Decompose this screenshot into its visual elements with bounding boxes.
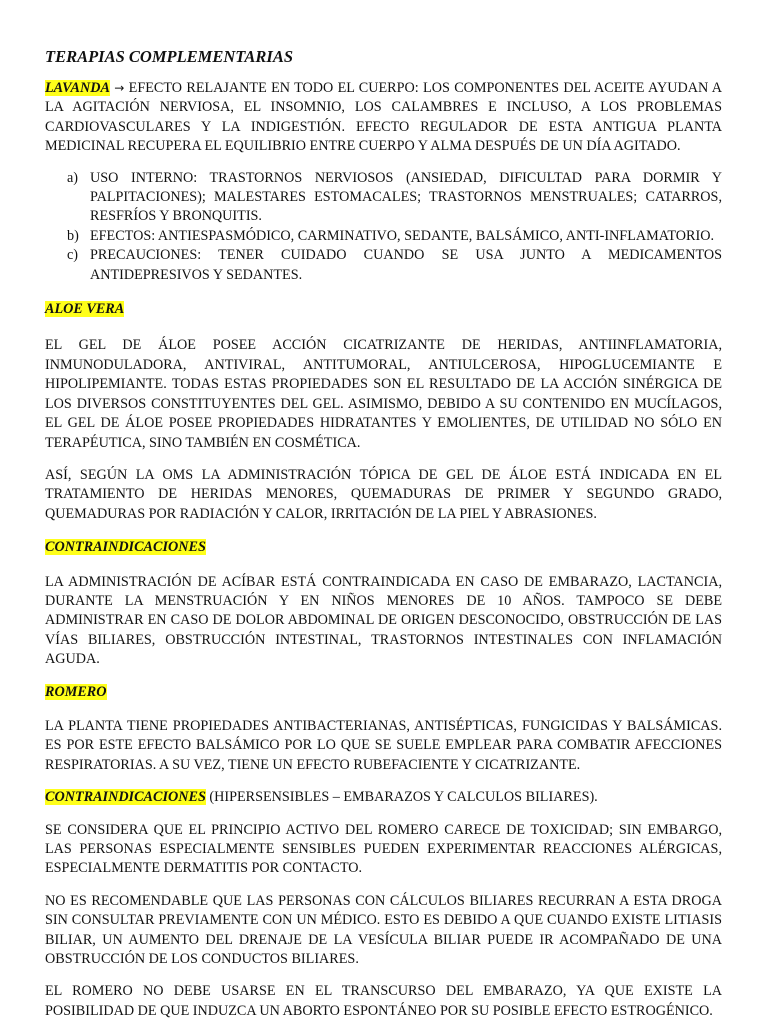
- romero-paragraph-2: SE CONSIDERA QUE EL PRINCIPIO ACTIVO DEL ROMERO CARECE DE TOXICIDAD; SIN EMBARGO, LAS PERSONAS ESPECIALMENTE SENSIBLES PUEDEN EXPERIMENTAR REACCIONES ALÉRGICAS, ESPECIALMENTE DERMATITIS POR CONTACTO.: [45, 821, 722, 877]
- list-marker: a): [67, 169, 79, 186]
- lavanda-heading: LAVANDA: [45, 80, 110, 96]
- arrow-icon: →: [114, 81, 125, 95]
- aloe-heading-line: [45, 300, 722, 319]
- romero-contra-line: [45, 788, 722, 807]
- romero-heading: ROMERO: [45, 683, 107, 700]
- romero-paragraph-4: EL ROMERO NO DEBE USARSE EN EL TRANSCURSO DEL EMBARAZO, YA QUE EXISTE LA POSIBILIDAD DE QUE INDUZCA UN ABORTO ESPONTÁNEO POR SU POSIBLE EFECTO ESTROGÉNICO.: [45, 983, 722, 1019]
- page-title: TERAPIAS COMPLEMENTARIAS: [45, 47, 294, 66]
- romero-contra-suffix: (HIPERSENSIBLES – EMBARAZOS Y CALCULOS BILIARES).: [205, 789, 598, 806]
- document-page: [45, 47, 722, 1021]
- aloe-heading: ALOE VERA: [45, 301, 125, 318]
- list-item-text: EFECTOS: ANTIESPASMÓDICO, CARMINATIVO, SEDANTE, BALSÁMICO, ANTI-INFLAMATORIO.: [90, 227, 715, 244]
- aloe-paragraph-1: EL GEL DE ÁLOE POSEE ACCIÓN CICATRIZANTE DE HERIDAS, ANTIINFLAMATORIA, INMUNODULADORA, ANTIVIRAL, ANTITUMORAL, ANTIULCEROSA, HIPOGLUCEMIANTE E HIPOLIPEMIANTE. TODAS ESTAS PROPIEDADES SON EL RESULTADO DE LA ACCIÓN SINÉRGICA DE LOS DIVERSOS CONSTITUYENTES DEL GEL. ASIMISMO, DEBIDO A SU CONTENIDO EN MUCÍLAGOS, EL GEL DE ÁLOE POSEE PROPIEDADES HIDRATANTES Y EMOLIENTES, DE UTILIDAD NO SÓLO EN TERAPÉUTICA, SINO TAMBIÉN EN COSMÉTICA.: [45, 337, 722, 451]
- list-item: [45, 246, 722, 285]
- romero-contra-heading: CONTRAINDICACIONES: [45, 789, 206, 806]
- list-item: [45, 169, 722, 227]
- romero-paragraph-3: NO ES RECOMENDABLE QUE LAS PERSONAS CON CÁLCULOS BILIARES RECURRAN A ESTA DROGA SIN CONSULTAR PREVIAMENTE CON UN MÉDICO. ESTO ES DEBIDO A QUE CUANDO EXISTE LITIASIS BILIAR, UN AUMENTO DEL DRENAJE DE LA VESÍCULA BILIAR PUEDE IR ACOMPAÑADO DE UNA OBSTRUCCIÓN DE LOS CONDUCTOS BILIARES.: [45, 892, 722, 968]
- list-item-text: PRECAUCIONES: TENER CUIDADO CUANDO SE USA JUNTO A MEDICAMENTOS ANTIDEPRESIVOS Y SEDANTES.: [90, 247, 722, 283]
- romero-heading-line: [45, 683, 722, 702]
- list-marker: c): [67, 247, 79, 264]
- romero-paragraph-1: LA PLANTA TIENE PROPIEDADES ANTIBACTERIANAS, ANTISÉPTICAS, FUNGICIDAS Y BALSÁMICAS. ES POR ESTE EFECTO BALSÁMICO POR LO QUE SE SUELE EMPLEAR PARA COMBATIR AFECCIONES RESPIRATORIAS. A SU VEZ, TIENE UN EFECTO RUBEFACIENTE Y CICATRIZANTE.: [45, 717, 722, 773]
- lavanda-list: [45, 169, 722, 285]
- list-item: [45, 227, 722, 246]
- aloe-contra-heading: CONTRAINDICACIONES: [45, 539, 206, 556]
- list-marker: b): [67, 227, 79, 244]
- aloe-contra-heading-line: [45, 538, 722, 557]
- lavanda-text: EFECTO RELAJANTE EN TODO EL CUERPO: LOS COMPONENTES DEL ACEITE AYUDAN A LA AGITACIÓN NERVIOSA, EL INSOMNIO, LOS CALAMBRES E INCLUSO, A LOS PROBLEMAS CARDIOVASCULARES Y LA INDIGESTIÓN. EFECTO REGULADOR DE ESTA ANTIGUA PLANTA MEDICINAL RECUPERA EL EQUILIBRIO ENTRE CUERPO Y ALMA DESPUÉS DE UN DÍA AGITADO.: [45, 80, 722, 155]
- lavanda-paragraph: [45, 79, 722, 157]
- list-item-text: USO INTERNO: TRASTORNOS NERVIOSOS (ANSIEDAD, DIFICULTAD PARA DORMIR Y PALPITACIONES); MALESTARES ESTOMACALES; TRASTORNOS MENSTRUALES; CATARROS, RESFRÍOS Y BRONQUITIS.: [90, 169, 722, 225]
- aloe-contra-paragraph: LA ADMINISTRACIÓN DE ACÍBAR ESTÁ CONTRAINDICADA EN CASO DE EMBARAZO, LACTANCIA, DURANTE LA MENSTRUACIÓN Y EN NIÑOS MENORES DE 10 AÑOS. TAMPOCO SE DEBE ADMINISTRAR EN CASO DE DOLOR ABDOMINAL DE ORIGEN DESCONOCIDO, OBSTRUCCIÓN DE LAS VÍAS BILIARES, OBSTRUCCIÓN INTESTINAL, TRASTORNOS INTESTINALES CON INFLAMACIÓN AGUDA.: [45, 573, 722, 668]
- aloe-paragraph-2: ASÍ, SEGÚN LA OMS LA ADMINISTRACIÓN TÓPICA DE GEL DE ÁLOE ESTÁ INDICADA EN EL TRATAMIENTO DE HERIDAS MENORES, QUEMADURAS DE PRIMER Y SEGUNDO GRADO, QUEMADURAS POR RADIACIÓN Y CALOR, IRRITACIÓN DE LA PIEL Y ABRASIONES.: [45, 466, 722, 522]
